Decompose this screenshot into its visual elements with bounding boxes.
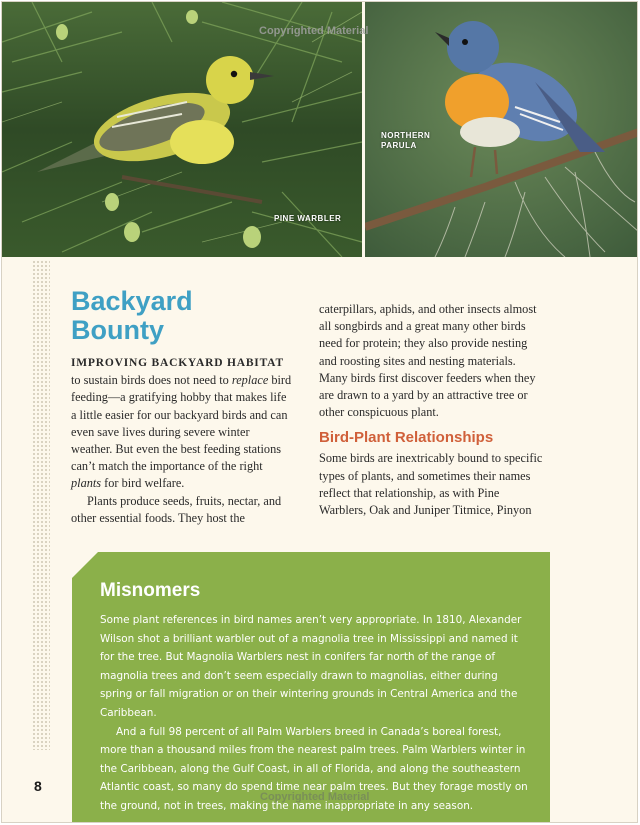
right-column <box>319 301 547 519</box>
left-column <box>71 354 293 527</box>
northern-parula-caption: NORTHERN PARULA <box>381 131 431 150</box>
left-paragraph-2: Plants produce seeds, fruits, nectar, and other essential foods. They host the <box>71 493 282 525</box>
section-subhead: Bird-Plant Relationships <box>319 429 494 447</box>
sidebar-paragraph-1: Some plant references in bird names aren’t very appropriate. In 1810, Alexander Wilson shot a brilliant warbler out of a magnolia tree in Mississippi and named it for the tree. But Magnolia Warblers nest in conifers far north of the range of magnolia trees and don’t seem especially drawn to magnolias, either during spring or fall migration or on their wintering grounds in Central America and the Caribbean. <box>100 614 522 719</box>
pine-warbler-caption: PINE WARBLER <box>274 214 342 223</box>
sidebar-title: Misnomers <box>100 580 201 601</box>
sidebar-corner-notch <box>72 552 98 578</box>
left-paragraph-1: IMPROVING BACKYARD HABITAT to sustain birds does not need to replace bird feeding—a gratifying hobby that makes life a little easier for our backyard birds and can even save lives during severe winter weather. But even the best feeding stations can’t match the importance of the right plants for bird welfare. <box>71 357 292 491</box>
northern-parula-photo <box>365 2 638 257</box>
dotted-margin-decoration <box>32 260 50 750</box>
book-page <box>1 1 638 823</box>
watermark-top: Copyrighted Material <box>259 25 369 37</box>
lead-in: IMPROVING BACKYARD HABITAT <box>71 357 284 369</box>
right-paragraph-1: caterpillars, aphids, and other insects almost all songbirds and a great many other birds need for protein; they also provide nesting and roosting sites and nesting materials. Many birds first discover feeders when they are drawn to a yard by an attractive tree or other conspicuous plant. <box>319 302 537 420</box>
misnomers-sidebar <box>72 552 550 823</box>
right-paragraph-2: Some birds are inextricably bound to specific types of plants, and sometimes their names reflect that relationship, as with Pine Warblers, Oak and Juniper Titmice, Pinyon <box>319 451 543 518</box>
article-headline: Backyard Bounty <box>71 286 193 345</box>
sidebar-paragraph-2: And a full 98 percent of all Palm Warblers breed in Canada’s boreal forest, more than a thousand miles from the nearest palm trees. Palm Warblers winter in the Caribbean, along the Gulf Coast, in all of Florida, and along the southeastern Atlantic coast, so many do spend time near palm trees. But they forage mostly on the ground, not in trees, making the name inappropriate in any season. <box>100 725 528 812</box>
page-number: 8 <box>34 778 42 794</box>
watermark-bottom: Copyrighted Material <box>260 791 370 803</box>
sidebar-text <box>100 611 530 816</box>
